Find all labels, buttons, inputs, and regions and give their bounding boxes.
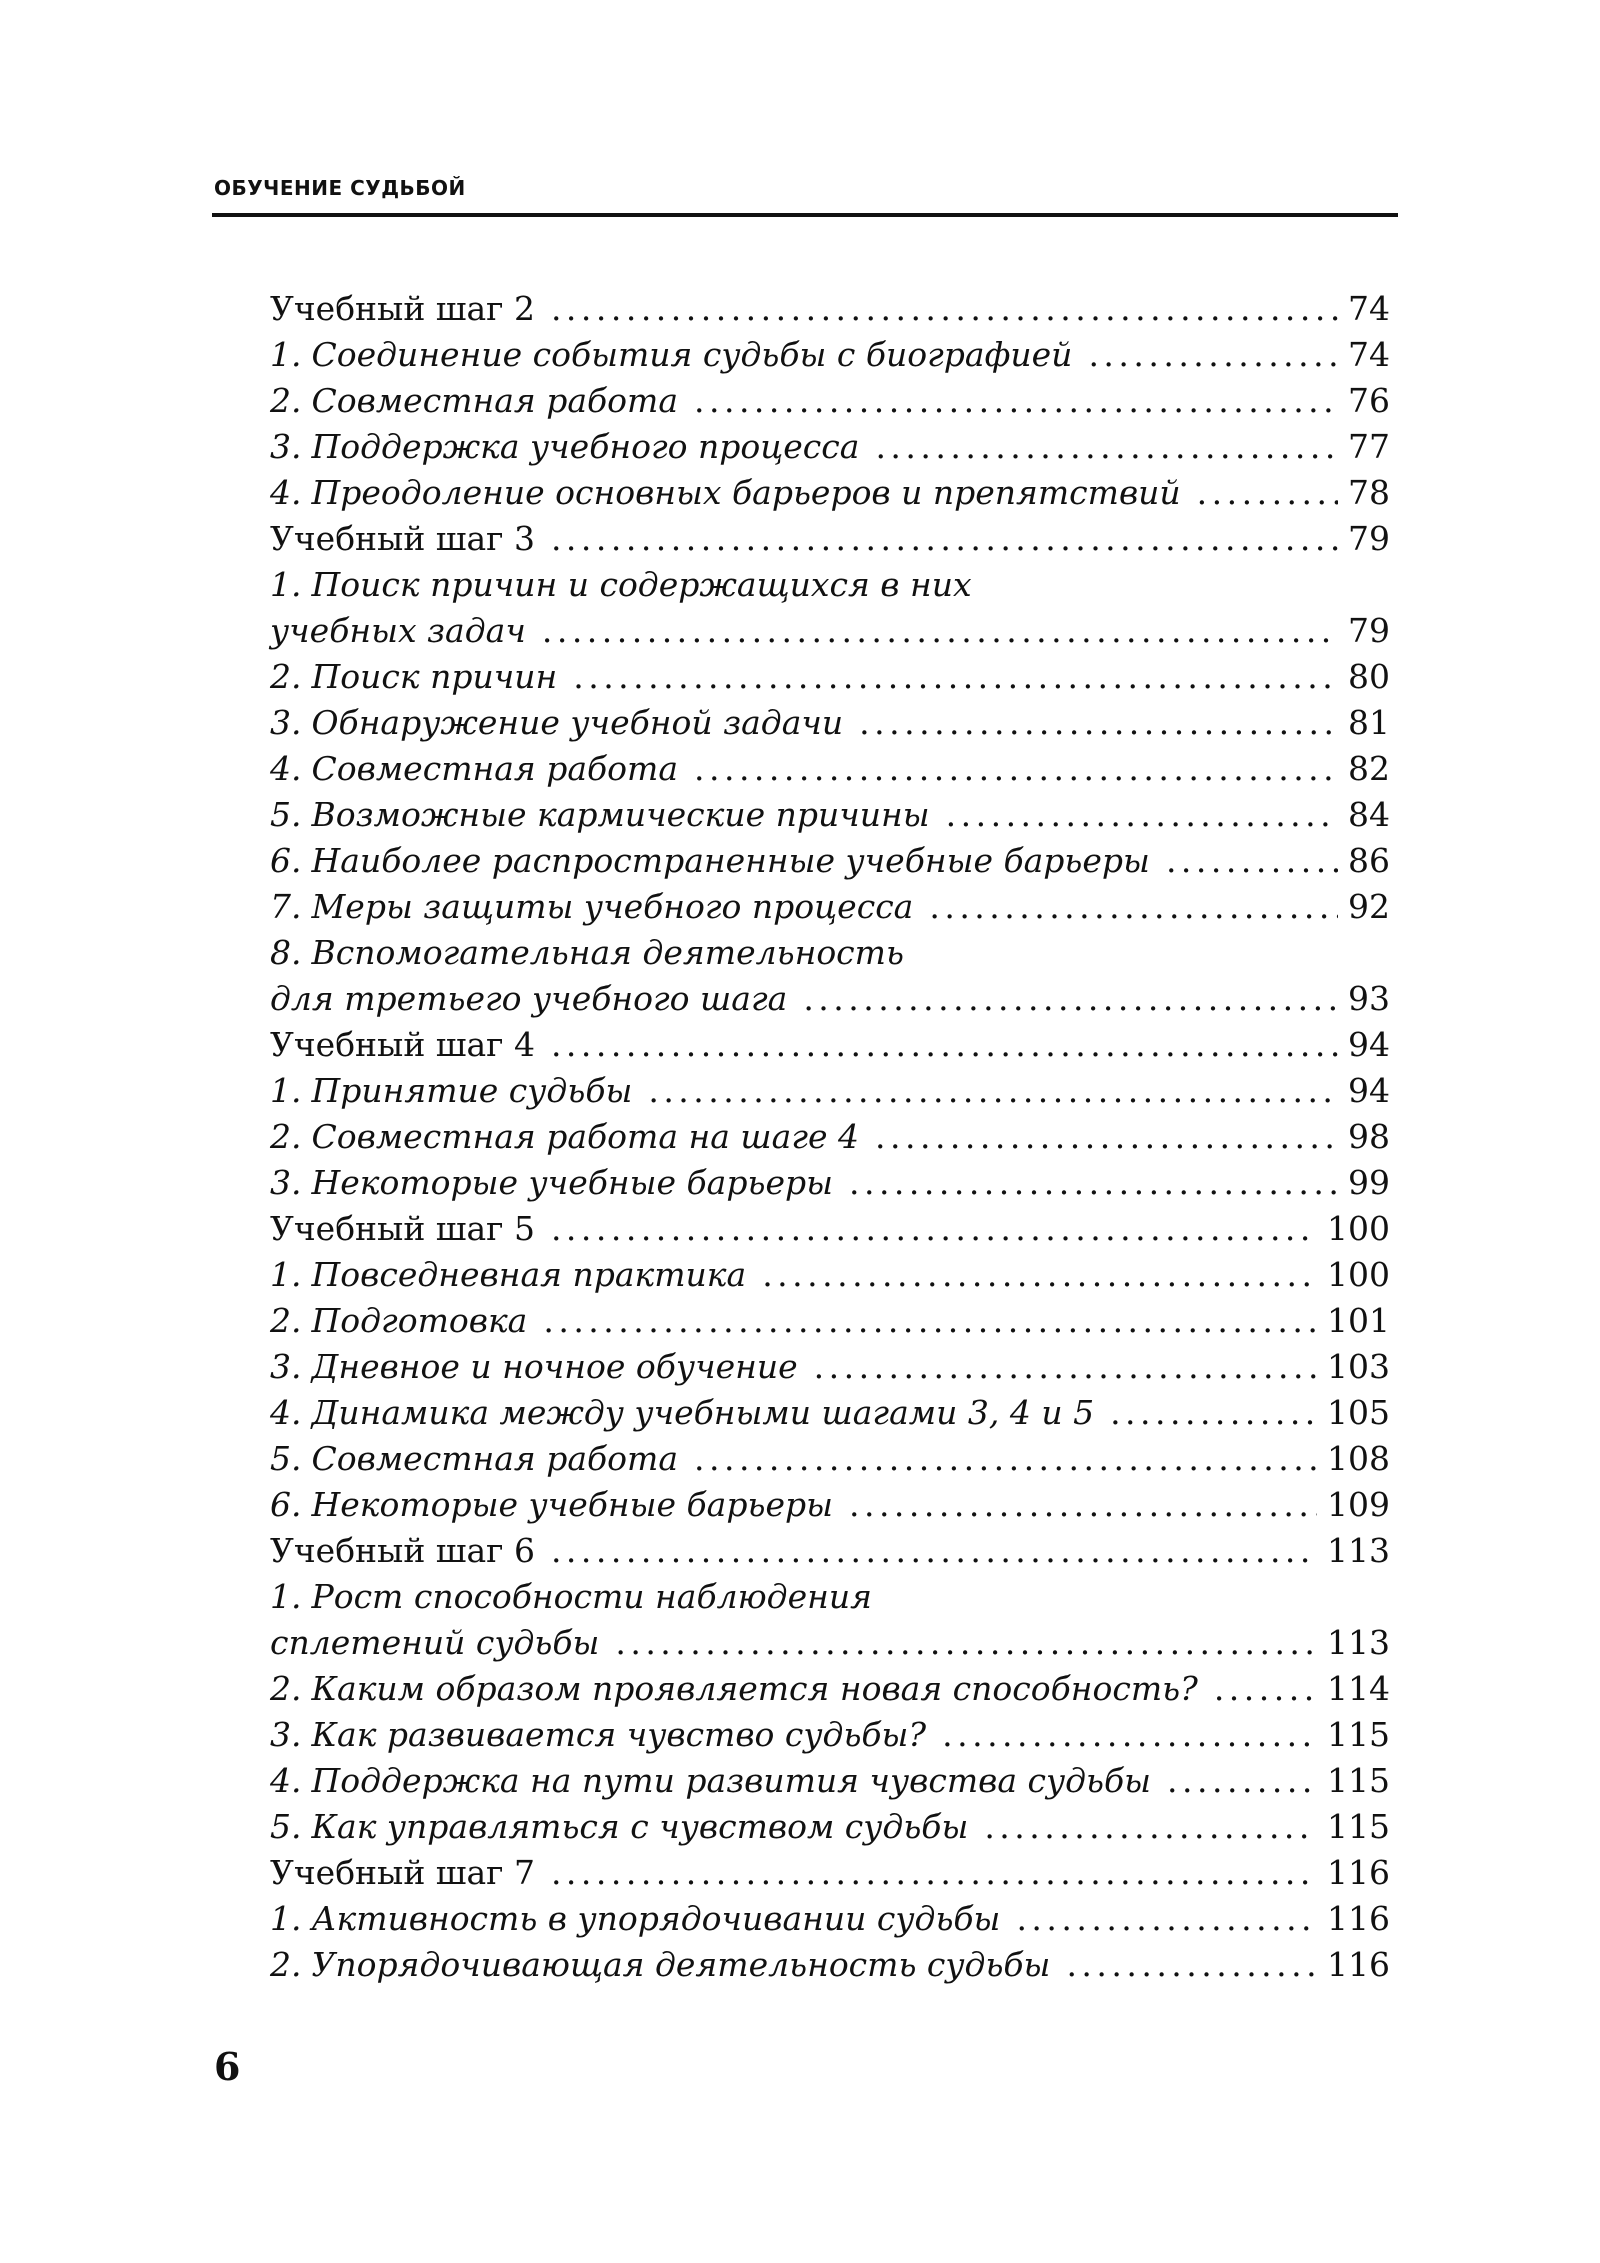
toc-entry [270, 976, 1390, 1022]
toc-entry-title: Совместная работа на шаге 4 [311, 1117, 860, 1156]
toc-entry-number: 1. [270, 1899, 302, 1938]
toc-entry [270, 1344, 1390, 1390]
toc-entry-title: Учебный шаг 4 [270, 1025, 535, 1064]
dot-leader [551, 1022, 1338, 1068]
toc-entry-number: 3. [270, 427, 302, 466]
toc-entry-number: 1. [270, 1255, 302, 1294]
toc-entry [270, 654, 1390, 700]
toc-entry-title: Возможные кармические причины [311, 795, 930, 834]
toc-entry-number: 2. [270, 657, 302, 696]
toc-page-number: 81 [1348, 703, 1390, 742]
toc-page-number: 113 [1327, 1531, 1390, 1570]
toc-page-number: 80 [1348, 657, 1390, 696]
dot-leader [984, 1804, 1317, 1850]
dot-leader [875, 424, 1338, 470]
toc-entry [270, 930, 1390, 976]
dot-leader [875, 1114, 1338, 1160]
toc-entry [270, 746, 1390, 792]
toc-entry [270, 1482, 1390, 1528]
toc-entry-title: Меры защиты учебного процесса [311, 887, 914, 926]
toc-entry-title: Учебный шаг 7 [270, 1853, 535, 1892]
toc-entry-number: 2. [270, 381, 302, 420]
toc-entry [270, 1712, 1390, 1758]
toc-page-number: 93 [1348, 979, 1390, 1018]
dot-leader [694, 1436, 1317, 1482]
dot-leader [1066, 1942, 1317, 1988]
toc-entry-title: Дневное и ночное обучение [311, 1347, 798, 1386]
toc-entry-title: Рост способности наблюдения [311, 1577, 872, 1616]
toc-entry-title: сплетений судьбы [270, 1623, 600, 1662]
toc-page-number: 115 [1327, 1807, 1390, 1846]
toc-entry [270, 608, 1390, 654]
toc-entry [270, 1896, 1390, 1942]
toc-entry [270, 838, 1390, 884]
toc-entry-title: Некоторые учебные барьеры [311, 1485, 833, 1524]
toc-entry-title: Поддержка на пути развития чувства судьбы [311, 1761, 1152, 1800]
toc-entry-title: Вспомогательная деятельность [311, 933, 904, 972]
toc-entry [270, 1942, 1390, 1988]
toc-page-number: 77 [1348, 427, 1390, 466]
toc-entry [270, 1758, 1390, 1804]
toc-step-heading [270, 286, 1390, 332]
toc-entry-title: Учебный шаг 2 [270, 289, 535, 328]
toc-entry [270, 884, 1390, 930]
dot-leader [1167, 1758, 1317, 1804]
dot-leader [762, 1252, 1317, 1298]
toc-entry [270, 1436, 1390, 1482]
toc-entry-title: Совместная работа [311, 1439, 679, 1478]
toc-entry-number: 5. [270, 1807, 302, 1846]
toc-entry-number: 1. [270, 1577, 302, 1616]
dot-leader [551, 1850, 1317, 1896]
toc-page-number: 115 [1327, 1761, 1390, 1800]
toc-entry-number: 5. [270, 795, 302, 834]
toc-entry [270, 1666, 1390, 1712]
toc-entry-number: 3. [270, 1163, 302, 1202]
toc-entry-number: 3. [270, 1347, 302, 1386]
toc-page-number: 98 [1348, 1117, 1390, 1156]
toc-entry-title: Каким образом проявляется новая способность? [311, 1669, 1198, 1708]
toc-page-number: 84 [1348, 795, 1390, 834]
dot-leader [694, 746, 1338, 792]
toc-entry-title: Как управляться с чувством судьбы [311, 1807, 969, 1846]
toc-entry-title: для третьего учебного шага [270, 979, 788, 1018]
dot-leader [694, 378, 1338, 424]
toc-step-heading [270, 1022, 1390, 1068]
toc-entry-number: 4. [270, 1393, 302, 1432]
toc-page-number: 115 [1327, 1715, 1390, 1754]
toc-entry-title: Как развивается чувство судьбы? [311, 1715, 927, 1754]
toc-page-number: 74 [1348, 335, 1390, 374]
toc-page-number: 86 [1348, 841, 1390, 880]
toc-entry-title: Упорядочивающая деятельность судьбы [311, 1945, 1051, 1984]
dot-leader [551, 286, 1338, 332]
toc-entry-number: 5. [270, 1439, 302, 1478]
toc-entry-title: Подготовка [311, 1301, 528, 1340]
toc-entry [270, 1804, 1390, 1850]
dot-leader [551, 516, 1338, 562]
toc-entry-title: Динамика между учебными шагами 3, 4 и 5 [311, 1393, 1095, 1432]
dot-leader [551, 1206, 1317, 1252]
toc-entry-number: 2. [270, 1301, 302, 1340]
toc-entry-number: 8. [270, 933, 302, 972]
toc-entry-title: Обнаружение учебной задачи [311, 703, 844, 742]
toc-entry-title: Преодоление основных барьеров и препятствий [311, 473, 1181, 512]
toc-entry [270, 1390, 1390, 1436]
toc-page-number: 92 [1348, 887, 1390, 926]
toc-entry [270, 1252, 1390, 1298]
toc-page-number: 105 [1327, 1393, 1390, 1432]
toc-page-number: 109 [1327, 1485, 1390, 1524]
dot-leader [1214, 1666, 1317, 1712]
toc-page-number: 116 [1327, 1853, 1390, 1892]
toc-entry-title: Совместная работа [311, 381, 679, 420]
toc-entry-title: Повседневная практика [311, 1255, 747, 1294]
toc-entry-number: 4. [270, 1761, 302, 1800]
toc-entry-number: 3. [270, 1715, 302, 1754]
toc-entry-title: Учебный шаг 3 [270, 519, 535, 558]
dot-leader [859, 700, 1338, 746]
toc-entry-number: 2. [270, 1669, 302, 1708]
toc-entry [270, 562, 1390, 608]
toc-entry-number: 7. [270, 887, 302, 926]
toc-entry-number: 4. [270, 749, 302, 788]
toc-entry [270, 470, 1390, 516]
toc-page-number: 113 [1327, 1623, 1390, 1662]
header-rule [212, 213, 1398, 217]
toc-entry-title: Совместная работа [311, 749, 679, 788]
toc-page-number: 82 [1348, 749, 1390, 788]
toc-page-number: 101 [1327, 1301, 1390, 1340]
toc-entry-number: 3. [270, 703, 302, 742]
toc-entry-title: Учебный шаг 6 [270, 1531, 535, 1570]
dot-leader [1088, 332, 1338, 378]
toc-entry-title: Активность в упорядочивании судьбы [311, 1899, 1001, 1938]
toc-page-number: 94 [1348, 1025, 1390, 1064]
dot-leader [849, 1160, 1338, 1206]
toc-entry-title: Соединение события судьбы с биографией [311, 335, 1073, 374]
dot-leader [1016, 1896, 1317, 1942]
toc-entry-title: Поиск причин и содержащихся в них [311, 565, 972, 604]
dot-leader [1110, 1390, 1317, 1436]
toc-step-heading [270, 1850, 1390, 1896]
dot-leader [929, 884, 1338, 930]
toc-page-number: 100 [1327, 1255, 1390, 1294]
toc-page-number: 99 [1348, 1163, 1390, 1202]
dot-leader [573, 654, 1338, 700]
toc-entry-number: 1. [270, 565, 302, 604]
toc-page-number: 116 [1327, 1899, 1390, 1938]
toc-entry-number: 2. [270, 1945, 302, 1984]
toc-step-heading [270, 1528, 1390, 1574]
toc-page-number: 79 [1348, 519, 1390, 558]
dot-leader [542, 608, 1338, 654]
toc-page-number: 76 [1348, 381, 1390, 420]
toc-entry-number: 2. [270, 1117, 302, 1156]
toc-entry-number: 6. [270, 841, 302, 880]
dot-leader [615, 1620, 1317, 1666]
toc-entry-number: 1. [270, 1071, 302, 1110]
toc-page-number: 114 [1327, 1669, 1390, 1708]
toc-entry-title: учебных задач [270, 611, 526, 650]
toc-page-number: 103 [1327, 1347, 1390, 1386]
toc-entry [270, 378, 1390, 424]
toc-entry-number: 6. [270, 1485, 302, 1524]
toc-entry-title: Поддержка учебного процесса [311, 427, 860, 466]
toc-entry [270, 1068, 1390, 1114]
page-number: 6 [214, 2044, 241, 2089]
toc-page-number: 78 [1348, 473, 1390, 512]
toc-entry [270, 1160, 1390, 1206]
dot-leader [849, 1482, 1317, 1528]
dot-leader [814, 1344, 1317, 1390]
dot-leader [803, 976, 1338, 1022]
table-of-contents [270, 286, 1390, 1988]
toc-entry-title: Наиболее распространенные учебные барьеры [311, 841, 1150, 880]
toc-entry [270, 332, 1390, 378]
toc-entry-number: 4. [270, 473, 302, 512]
dot-leader [1166, 838, 1338, 884]
toc-entry-title: Некоторые учебные барьеры [311, 1163, 833, 1202]
running-header: ОБУЧЕНИЕ СУДЬБОЙ [214, 176, 466, 200]
dot-leader [648, 1068, 1338, 1114]
toc-page-number: 100 [1327, 1209, 1390, 1248]
toc-page-number: 108 [1327, 1439, 1390, 1478]
toc-step-heading [270, 516, 1390, 562]
toc-page-number: 116 [1327, 1945, 1390, 1984]
toc-entry [270, 424, 1390, 470]
toc-entry [270, 792, 1390, 838]
toc-page-number: 79 [1348, 611, 1390, 650]
dot-leader [942, 1712, 1317, 1758]
toc-entry [270, 1298, 1390, 1344]
toc-entry-title: Поиск причин [311, 657, 558, 696]
toc-entry [270, 1620, 1390, 1666]
toc-entry [270, 1574, 1390, 1620]
toc-page-number: 94 [1348, 1071, 1390, 1110]
dot-leader [543, 1298, 1317, 1344]
toc-page-number: 74 [1348, 289, 1390, 328]
toc-entry [270, 700, 1390, 746]
dot-leader [551, 1528, 1317, 1574]
toc-entry [270, 1114, 1390, 1160]
dot-leader [946, 792, 1338, 838]
dot-leader [1197, 470, 1338, 516]
toc-entry-title: Принятие судьбы [311, 1071, 633, 1110]
toc-entry-number: 1. [270, 335, 302, 374]
toc-step-heading [270, 1206, 1390, 1252]
toc-entry-title: Учебный шаг 5 [270, 1209, 535, 1248]
